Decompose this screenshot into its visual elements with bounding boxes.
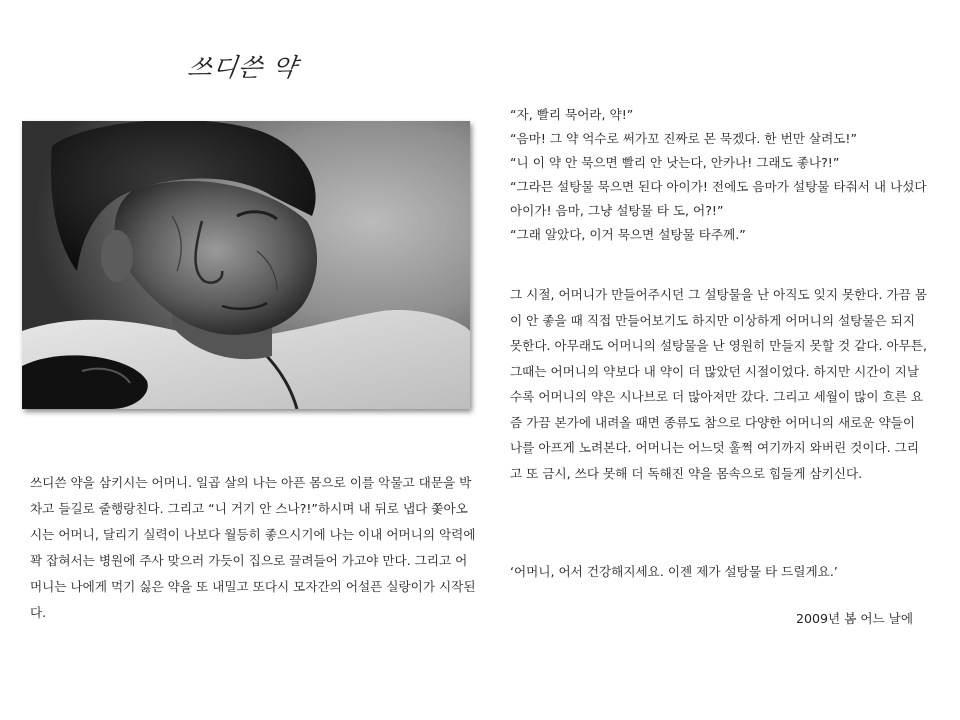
- right-paragraph: 그 시절, 어머니가 만들어주시던 그 설탕물을 난 아직도 잊지 못한다. 가끔 몸이 안 좋을 때 직접 만들어보기도 하지만 이상하게 어머니의 설탕물은 되지 못한다. 아무래도 어머니의 설탕물을 난 영원히 만들지 못할 것 같다. 아무튼, 그때는 어머니의 약보다 내 약이 더 많았던 시절이었다. 하지만 시간이 지날수록 어머니의 약은 시나브로 더 많아져만 갔다. 그리고 세월이 많이 흐른 요즘 가끔 본가에 내려올 때면 종류도 참으로 다양한 어머니의 새로운 약들이 나를 아프게 노려본다. 어머니는 어느덧 훌쩍 여기까지 와버린 것이다. 그리고 또 금시, 쓰다 못해 더 독해진 약을 몸속으로 힘들게 삼키신다.: [510, 287, 928, 481]
- dialogue-line: “자, 빨리 묵어라, 약!”: [510, 107, 634, 122]
- portrait-photo: [22, 121, 470, 409]
- dialogue-line: “니 이 약 안 묵으면 빨리 안 낫는다, 안카나! 그래도 좋나?!”: [510, 155, 840, 170]
- dialogue-block: [510, 103, 930, 247]
- closing-line: ‘어머니, 어서 건강해지세요. 이젠 제가 설탕물 타 드릴게요.’: [510, 564, 838, 579]
- dialogue-line: “그래 알았다, 이거 묵으면 설탕물 타주께.”: [510, 227, 746, 242]
- dialogue-line: “그라믄 설탕물 묵으면 된다 아이가! 전에도 음마가 설탕물 타줘서 내 나섰다 아이가! 음마, 그냥 설탕물 타 도, 어?!”: [510, 179, 927, 218]
- left-paragraph: 쓰디쓴 약을 삼키시는 어머니. 일곱 살의 나는 아픈 몸으로 이를 악물고 대문을 박차고 들길로 줄행랑친다. 그리고 “니 거기 안 스나?!”하시며 내 뒤로 냅다 쫓아오시는 어머니, 달리기 실력이 나보다 월등히 좋으시기에 나는 이내 어머니의 악력에 꽉 잡혀서는 병원에 주사 맞으러 가듯이 집으로 끌려들어 가고야 만다. 그리고 어머니는 나에게 먹기 싫은 약을 또 내밀고 또다시 모자간의 어설픈 실랑이가 시작된다.: [30, 475, 476, 620]
- dialogue-line: “음마! 그 약 억수로 써가꼬 진짜로 몬 묵겠다. 한 번만 살려도!”: [510, 131, 857, 146]
- date-signature: 2009년 봄 어느 날에: [795, 611, 913, 626]
- page-title: 쓰디쓴 약: [185, 53, 300, 82]
